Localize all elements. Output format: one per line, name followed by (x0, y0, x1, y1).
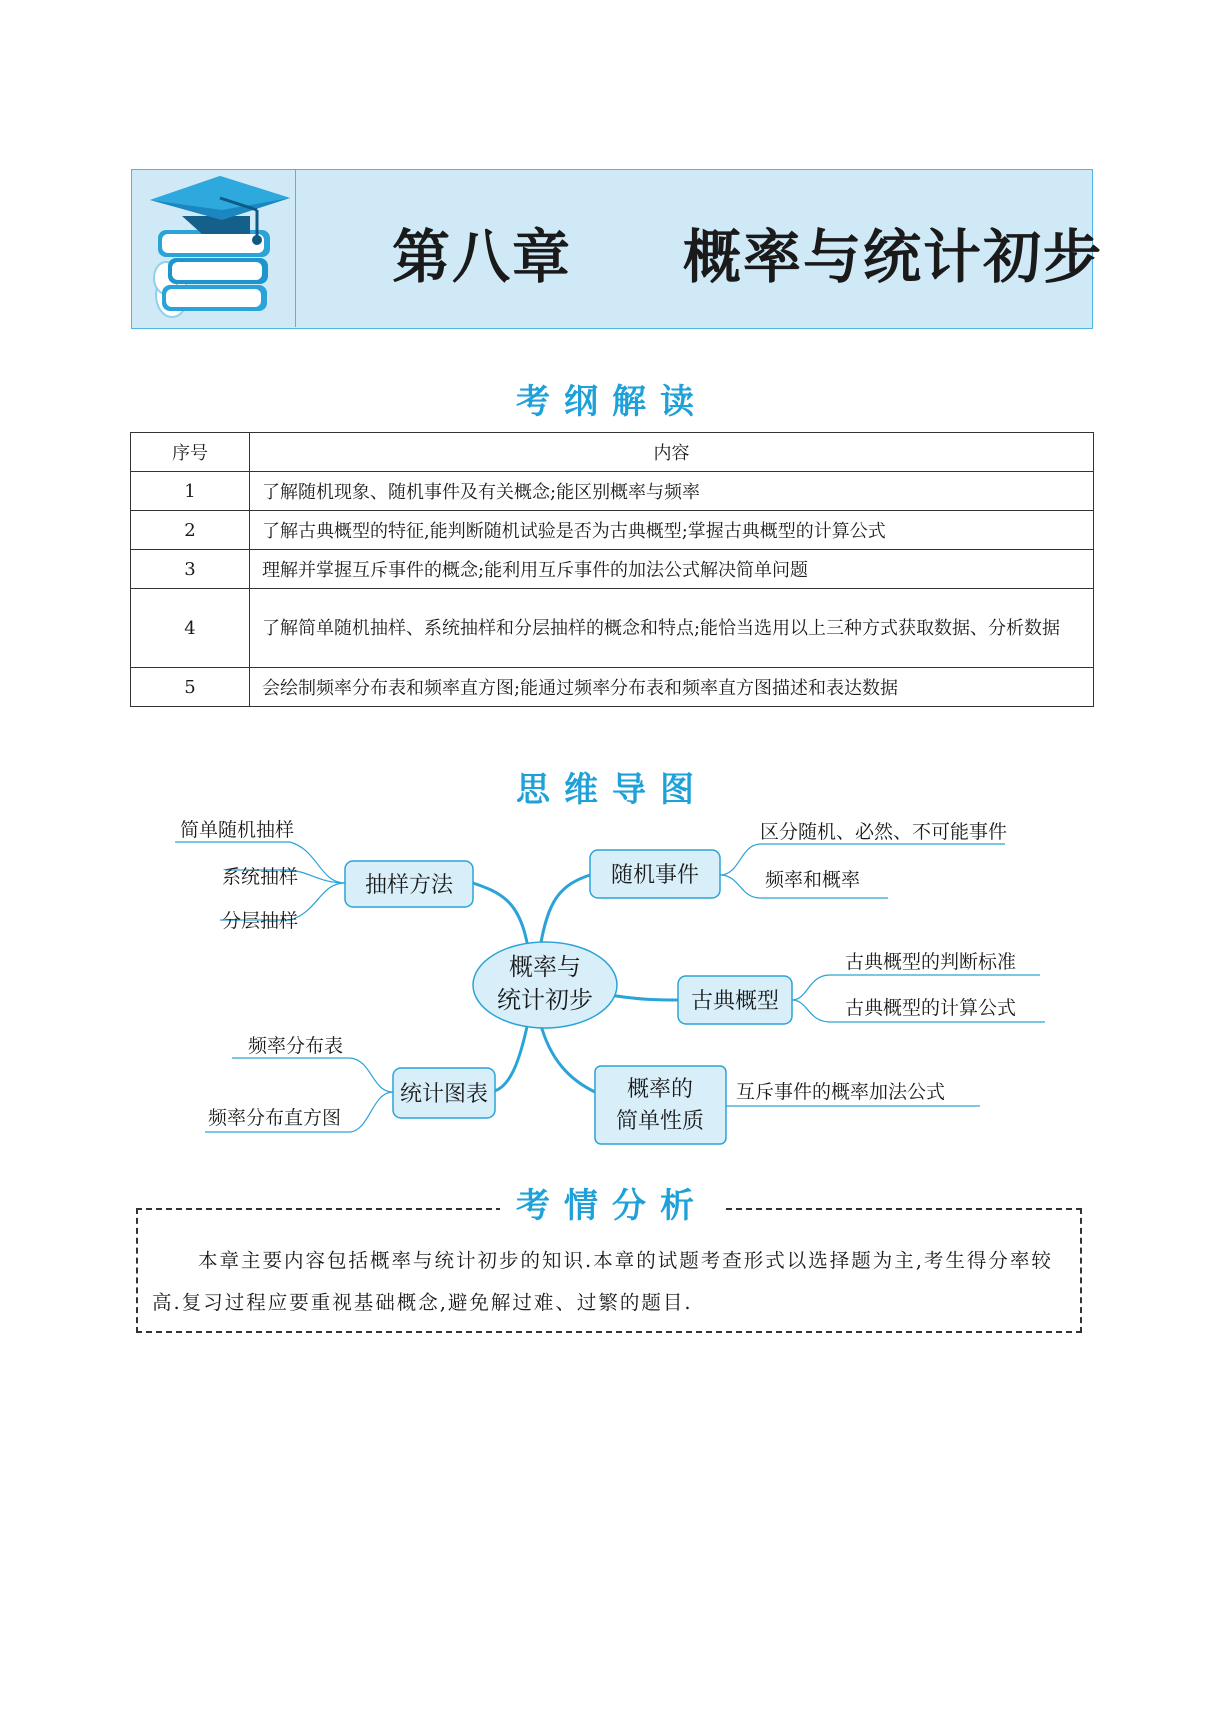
row-content: 了解古典概型的特征,能判断随机试验是否为古典概型;掌握古典概型的计算公式 (250, 511, 1094, 550)
mindmap-section-title: 思维导图 (516, 770, 708, 810)
row-content: 会绘制频率分布表和频率直方图;能通过频率分布表和频率直方图描述和表达数据 (250, 668, 1094, 707)
leaf-classical-judgement: 古典概型的判断标准 (845, 951, 1017, 973)
leaf-stratified-sampling: 分层抽样 (222, 910, 299, 932)
analysis-paragraph: 本章主要内容包括概率与统计初步的知识.本章的试题考查形式以选择题为主,考生得分率较高.复习过程应要重视基础概念,避免解过难、过繁的题目. (152, 1249, 1053, 1314)
leaf-simple-random-sampling: 简单随机抽样 (180, 819, 295, 841)
node-charts-label: 统计图表 (399, 1081, 489, 1106)
row-content: 了解简单随机抽样、系统抽样和分层抽样的概念和特点;能恰当选用以上三种方式获取数据、分析数据 (250, 589, 1094, 668)
row-num: 2 (131, 511, 250, 550)
row-num: 5 (131, 668, 250, 707)
leaf-addition-formula: 互斥事件的概率加法公式 (736, 1081, 946, 1103)
node-simple-line2: 简单性质 (615, 1108, 705, 1133)
leaf-classical-formula: 古典概型的计算公式 (845, 997, 1017, 1019)
branch-sampling (470, 882, 528, 948)
row-content: 理解并掌握互斥事件的概念;能利用互斥事件的加法公式解决简单问题 (250, 550, 1094, 589)
leaf-frequency-histogram: 频率分布直方图 (208, 1107, 342, 1129)
header-num: 序号 (131, 433, 250, 472)
center-node-line1: 概率与 (509, 954, 581, 981)
branch-simple (540, 1022, 595, 1092)
leaf-frequency-table: 频率分布表 (248, 1035, 344, 1057)
branch-random (540, 875, 590, 948)
header-content: 内容 (250, 433, 1094, 472)
outline-section-title: 考纲解读 (516, 382, 708, 422)
node-simple-line1: 概率的 (626, 1076, 694, 1101)
row-num: 4 (131, 589, 250, 668)
row-content: 了解随机现象、随机事件及有关概念;能区别概率与频率 (250, 472, 1094, 511)
connector-random (720, 844, 1005, 898)
center-node-line2: 统计初步 (497, 987, 593, 1014)
branch-classical (610, 995, 680, 1000)
row-num: 1 (131, 472, 250, 511)
leaf-systematic-sampling: 系统抽样 (222, 866, 299, 888)
node-sampling-label: 抽样方法 (364, 872, 454, 897)
chapter-title: 第八章 概率与统计初步 (392, 223, 1103, 291)
leaf-distinguish-events: 区分随机、必然、不可能事件 (760, 821, 1008, 843)
leaf-frequency-probability: 频率和概率 (765, 869, 861, 891)
node-random-label: 随机事件 (610, 862, 700, 887)
row-num: 3 (131, 550, 250, 589)
analysis-section-title: 考情分析 (500, 1182, 724, 1230)
node-classical-label: 古典概型 (690, 988, 780, 1013)
